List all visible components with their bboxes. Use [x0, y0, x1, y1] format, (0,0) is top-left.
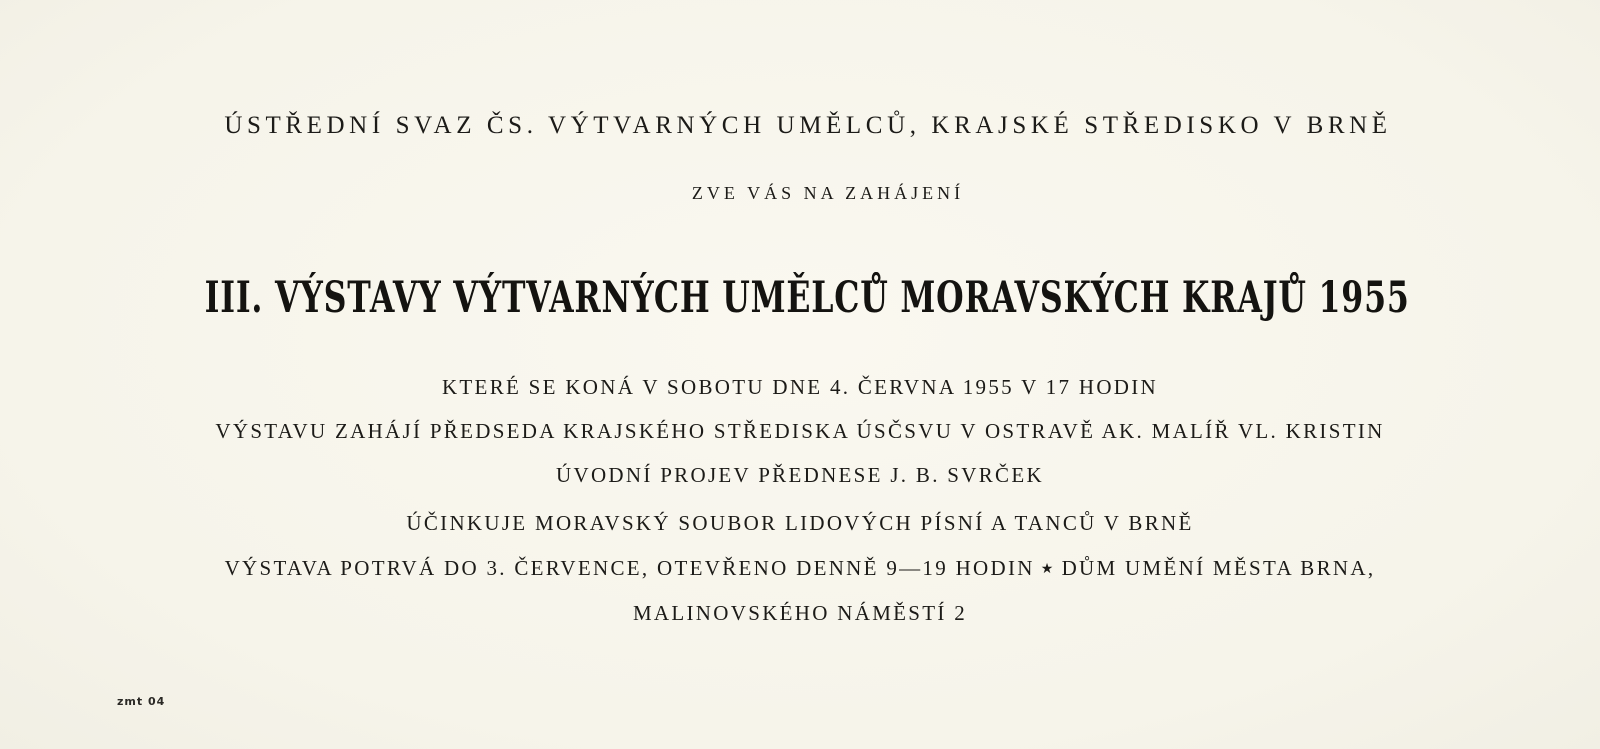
exhibition-info-line: [0, 556, 1600, 581]
catalog-mark: zmt 04: [117, 695, 166, 708]
introduction-line: ÚVODNÍ PROJEV PŘEDNESE J. B. SVRČEK: [556, 463, 1044, 487]
exhibition-hours: VÝSTAVA POTRVÁ DO 3. ČERVENCE, OTEVŘENO DENNĚ 9—19 HODIN: [224, 556, 1035, 580]
performers-line: ÚČINKUJE MORAVSKÝ SOUBOR LIDOVÝCH PÍSNÍ A TANCŮ V BRNĚ: [406, 511, 1194, 535]
star-separator-icon: ★: [1040, 562, 1056, 577]
event-date-line: KTERÉ SE KONÁ V SOBOTU DNE 4. ČERVNA 1955 V 17 HODIN: [441, 375, 1159, 399]
invitation-line: ZVE VÁS NA ZAHÁJENÍ: [691, 183, 965, 203]
opening-speaker-line: VÝSTAVU ZAHÁJÍ PŘEDSEDA KRAJSKÉHO STŘEDISKA ÚSČSVU V OSTRAVĚ AK. MALÍŘ VL. KRISTIN: [215, 419, 1385, 443]
venue-name: DŮM UMĚNÍ MĚSTA BRNA,: [1061, 556, 1376, 580]
venue-address-line: MALINOVSKÉHO NÁMĚSTÍ 2: [632, 601, 968, 625]
issuer-line: ÚSTŘEDNÍ SVAZ ČS. VÝTVARNÝCH UMĚLCŮ, KRAJSKÉ STŘEDISKO V BRNĚ: [224, 112, 1392, 139]
exhibition-headline: III. VÝSTAVY VÝTVARNÝCH UMĚLCŮ MORAVSKÝCH KRAJŮ 1955: [204, 272, 1410, 323]
